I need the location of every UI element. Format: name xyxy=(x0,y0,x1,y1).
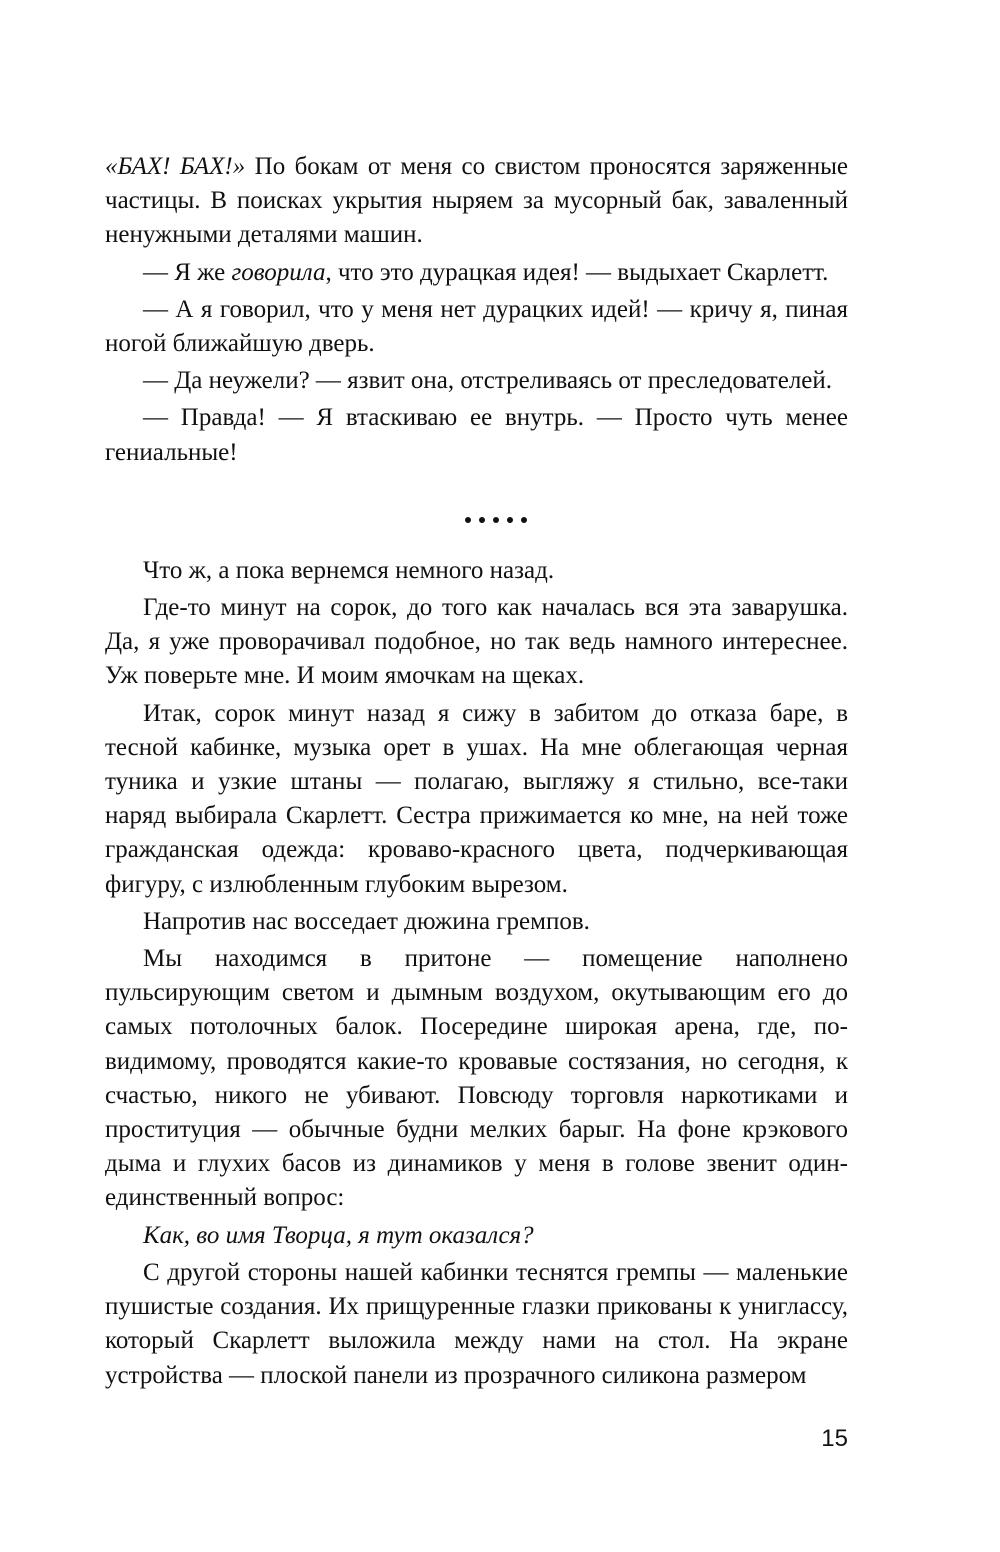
italic-sound-effect: «БАХ! БАХ!» xyxy=(105,153,246,180)
dialogue-line: — Правда! — Я втаскиваю ее внутрь. — Просто чуть менее гениальные! xyxy=(105,404,848,466)
dialogue-line xyxy=(105,256,848,290)
paragraph: Что ж, а пока вернемся немного назад. xyxy=(143,556,555,584)
italic-emphasis: говорила xyxy=(231,258,326,286)
paragraph: Где-то минут на сорок, до того как началась вся эта заварушка. Да, я уже проворачивал подобное, но так ведь намного интереснее. Уж поверьте мне. И моим ямочкам на щеках. xyxy=(105,594,848,690)
divider-dot xyxy=(493,517,499,523)
paragraph: Итак, сорок минут назад я сижу в забитом до отказа баре, в тесной кабинке, музыка орет в ушах. На мне облегающая черная туника и узкие штаны — полагаю, выгляжу я стильно, все-таки наряд выбирала Скарлетт. Сестра прижимается ко мне, на ней тоже гражданская одежда: кроваво-красного цвета, подчеркивающая фигуру, с излюбленным глубоким вырезом. xyxy=(105,699,848,898)
italic-thought xyxy=(105,1219,848,1253)
divider-dot xyxy=(507,517,513,523)
dialogue-line: — Да неужели? — язвит она, отстреливаясь от преследователей. xyxy=(143,367,833,395)
divider-dot xyxy=(465,517,471,523)
paragraph xyxy=(105,150,848,253)
paragraph: Мы находимся в притоне — помещение наполнено пульсирующим светом и дымным воздухом, окутывающим его до самых потолочных балок. Посередине широкая арена, где, по-видимому, проводятся какие-то кровавые состязания, но сегодня, к счастью, никого не убивают. Повсюду торговля наркотиками и проституция — обычные будни мелких барыг. На фоне крэкового дыма и глухих басов из динамиков у меня в голове звенит один-единственный вопрос: xyxy=(105,945,848,1212)
divider-dot xyxy=(479,517,485,523)
paragraph-text: По бокам от меня со свистом проносятся заряженные частицы. В поисках укрытия ныряем за мусорный бак, заваленный ненужными деталями машин. xyxy=(105,153,848,249)
section-divider xyxy=(143,490,848,550)
dialogue-text: , что это дурацкая идея! — выдыхает Скарлетт. xyxy=(325,258,829,286)
dialogue-line: — А я говорил, что у меня нет дурацких идей! — кричу я, пиная ногой ближайшую дверь. xyxy=(105,295,848,358)
paragraph: С другой стороны нашей кабинки теснятся гремпы — маленькие пушистые создания. Их прищуренные глазки прикованы к униглассу, который Скарлетт выложила между нами на стол. На экране устройства — плоской панели из прозрачного силикона размером xyxy=(105,1258,848,1389)
book-page-text xyxy=(105,150,848,1396)
paragraph: Напротив нас восседает дюжина гремпов. xyxy=(143,907,590,935)
divider-dot xyxy=(521,517,527,523)
italic-thought-text: Как, во имя Творца, я тут оказался? xyxy=(143,1221,534,1249)
dialogue-text: — Я же xyxy=(143,258,232,286)
page-number: 15 xyxy=(821,1425,848,1452)
